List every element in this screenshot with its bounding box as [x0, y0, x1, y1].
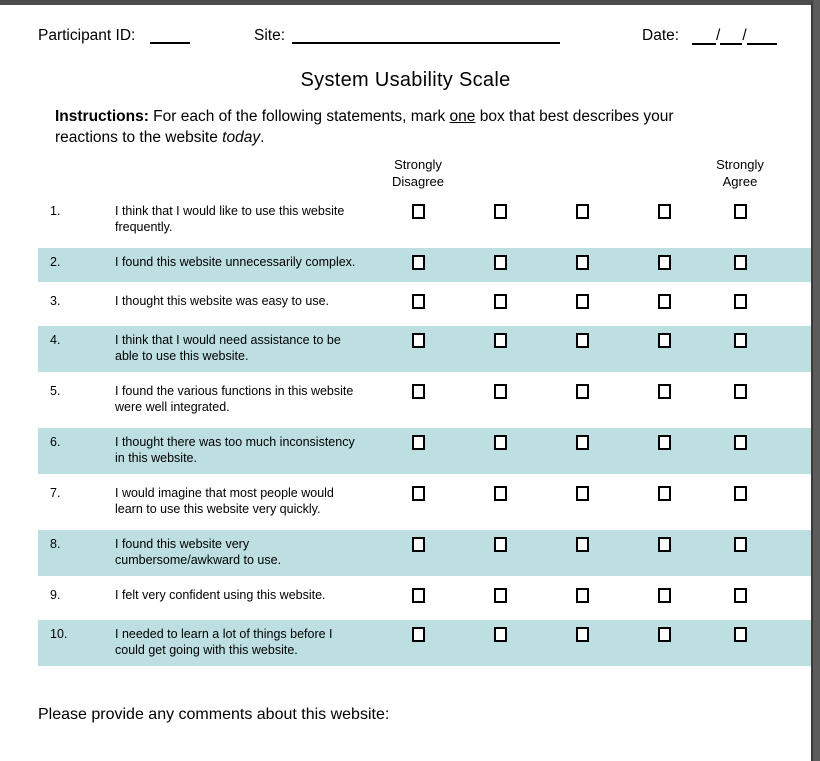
answer-checkbox-4[interactable]	[658, 627, 671, 642]
answer-checkbox-5[interactable]	[734, 384, 747, 399]
page-title: System Usability Scale	[300, 69, 511, 91]
instructions-italic-word: today	[222, 129, 261, 146]
answer-checkbox-2[interactable]	[494, 255, 507, 270]
question-row	[38, 377, 811, 423]
answer-checkbox-2[interactable]	[494, 537, 507, 552]
question-row	[38, 326, 811, 372]
question-text: I thought this website was easy to use.	[115, 294, 330, 308]
answer-checkbox-3[interactable]	[576, 255, 589, 270]
date-separator: /	[716, 27, 721, 44]
answer-checkbox-4[interactable]	[658, 537, 671, 552]
answer-checkbox-4[interactable]	[658, 435, 671, 450]
question-row	[38, 581, 811, 615]
answer-checkbox-1[interactable]	[412, 588, 425, 603]
answer-checkbox-5[interactable]	[734, 333, 747, 348]
answer-checkbox-2[interactable]	[494, 486, 507, 501]
answer-checkbox-2[interactable]	[494, 204, 507, 219]
question-number: 1.	[50, 204, 61, 218]
answer-checkbox-5[interactable]	[734, 255, 747, 270]
question-number: 10.	[50, 627, 68, 641]
question-row	[38, 479, 811, 525]
question-row	[38, 197, 811, 243]
answer-checkbox-2[interactable]	[494, 627, 507, 642]
date-separator: /	[742, 27, 747, 44]
answer-checkbox-5[interactable]	[734, 204, 747, 219]
answer-checkbox-5[interactable]	[734, 486, 747, 501]
date-year-field[interactable]	[747, 28, 777, 45]
question-text: I needed to learn a lot of things before I could get going with this website.	[115, 627, 333, 657]
scale-label-strongly-agree: Strongly Agree	[716, 157, 764, 189]
question-row	[38, 287, 811, 321]
answer-checkbox-1[interactable]	[412, 255, 425, 270]
answer-checkbox-4[interactable]	[658, 588, 671, 603]
form-header	[0, 5, 811, 61]
participant-id-label: Participant ID:	[38, 27, 136, 44]
question-row	[38, 620, 811, 666]
scale-header	[38, 156, 811, 190]
answer-checkbox-2[interactable]	[494, 333, 507, 348]
date-label: Date:	[642, 27, 680, 44]
answer-checkbox-1[interactable]	[412, 333, 425, 348]
answer-checkbox-4[interactable]	[658, 204, 671, 219]
question-number: 4.	[50, 333, 61, 347]
answer-checkbox-1[interactable]	[412, 384, 425, 399]
window-right-gutter	[813, 0, 820, 761]
question-number: 5.	[50, 384, 61, 398]
answer-checkbox-3[interactable]	[576, 588, 589, 603]
instructions-text: Instructions: For each of the following statements, mark one box that best describes your reactions to the website today.	[55, 108, 674, 146]
question-text: I think that I would like to use this website frequently.	[115, 204, 345, 234]
answer-checkbox-5[interactable]	[734, 294, 747, 309]
question-text: I felt very confident using this website.	[115, 588, 326, 602]
answer-checkbox-5[interactable]	[734, 537, 747, 552]
instructions-underlined-word: one	[449, 108, 476, 125]
question-list	[0, 197, 811, 666]
answer-checkbox-3[interactable]	[576, 486, 589, 501]
answer-checkbox-4[interactable]	[658, 294, 671, 309]
comments-prompt: Please provide any comments about this website:	[38, 706, 390, 723]
answer-checkbox-2[interactable]	[494, 588, 507, 603]
question-row	[38, 428, 811, 474]
answer-checkbox-1[interactable]	[412, 204, 425, 219]
answer-checkbox-2[interactable]	[494, 384, 507, 399]
date-field-group	[692, 27, 777, 45]
answer-checkbox-1[interactable]	[412, 537, 425, 552]
answer-checkbox-4[interactable]	[658, 384, 671, 399]
question-text: I found this website unnecessarily complex.	[115, 255, 356, 269]
question-number: 8.	[50, 537, 61, 551]
question-number: 6.	[50, 435, 61, 449]
answer-checkbox-3[interactable]	[576, 333, 589, 348]
question-number: 3.	[50, 294, 61, 308]
answer-checkbox-4[interactable]	[658, 486, 671, 501]
answer-checkbox-4[interactable]	[658, 255, 671, 270]
answer-checkbox-2[interactable]	[494, 435, 507, 450]
question-row	[38, 248, 811, 282]
site-label: Site:	[254, 27, 286, 44]
answer-checkbox-2[interactable]	[494, 294, 507, 309]
answer-checkbox-3[interactable]	[576, 294, 589, 309]
answer-checkbox-3[interactable]	[576, 435, 589, 450]
date-month-field[interactable]	[692, 28, 716, 45]
question-row	[38, 530, 811, 576]
answer-checkbox-5[interactable]	[734, 435, 747, 450]
question-text: I thought there was too much inconsistency in this website.	[115, 435, 355, 465]
site-field[interactable]	[292, 27, 560, 44]
question-text: I found this website very cumbersome/awkward to use.	[115, 537, 282, 567]
instructions-label: Instructions:	[55, 108, 149, 125]
answer-checkbox-3[interactable]	[576, 204, 589, 219]
question-text: I found the various functions in this website were well integrated.	[115, 384, 354, 414]
question-number: 2.	[50, 255, 61, 269]
question-text: I would imagine that most people would learn to use this website very quickly.	[115, 486, 334, 516]
date-day-field[interactable]	[720, 28, 742, 45]
answer-checkbox-1[interactable]	[412, 435, 425, 450]
question-number: 7.	[50, 486, 61, 500]
participant-id-field[interactable]	[150, 27, 190, 44]
scale-label-strongly-disagree: Strongly Disagree	[391, 157, 445, 189]
answer-checkbox-1[interactable]	[412, 294, 425, 309]
answer-checkbox-3[interactable]	[576, 384, 589, 399]
answer-checkbox-1[interactable]	[412, 627, 425, 642]
answer-checkbox-3[interactable]	[576, 627, 589, 642]
answer-checkbox-4[interactable]	[658, 333, 671, 348]
answer-checkbox-3[interactable]	[576, 537, 589, 552]
question-number: 9.	[50, 588, 61, 602]
answer-checkbox-5[interactable]	[734, 627, 747, 642]
answer-checkbox-5[interactable]	[734, 588, 747, 603]
answer-checkbox-1[interactable]	[412, 486, 425, 501]
question-text: I think that I would need assistance to be able to use this website.	[115, 333, 341, 363]
